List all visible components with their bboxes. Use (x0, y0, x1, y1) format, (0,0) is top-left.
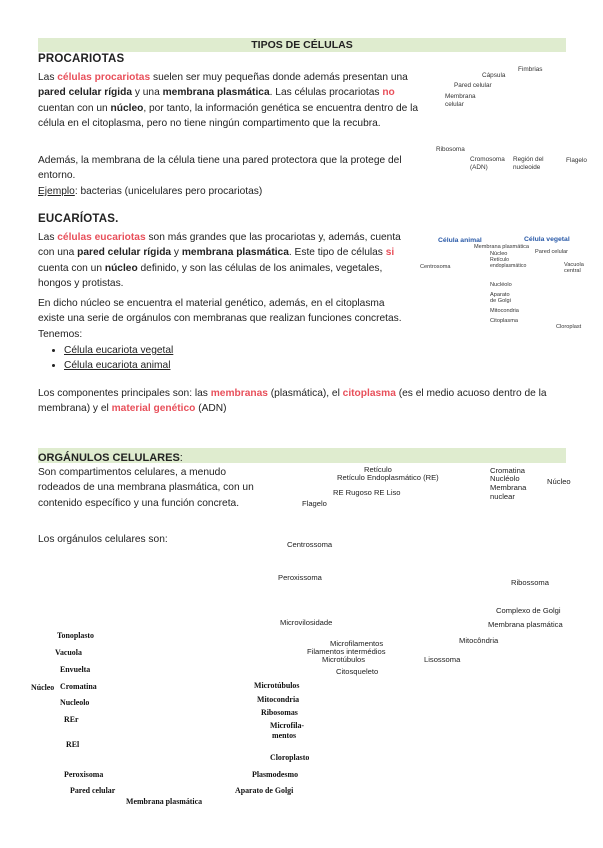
label-microfilamentos-2: mentos (272, 731, 297, 740)
label-membrana-nuclear: Membrana nuclear (490, 483, 527, 501)
eukaryotes-paragraph-2: En dicho núcleo se encuentra el material genético, además, en el citoplasma existe una serie de orgánulos con membranas que realizan funciones concretas. Tenemos: (38, 298, 402, 340)
label-citosqueleto: Citosqueleto (336, 667, 379, 676)
label-nucleolo: Nucleolo (60, 698, 90, 707)
label-pared-celular: Pared celular (454, 82, 492, 89)
label-pared-celular-small: Pared celular (535, 249, 568, 255)
label-rer: REr (64, 715, 79, 724)
page-title: TIPOS DE CÉLULAS (38, 38, 566, 52)
label-ribosoma: Ribosoma (436, 146, 465, 153)
label-region-nucleoide: Región del nucleoide (513, 156, 544, 171)
organelles-heading: ORGÁNULOS CELULARES (38, 452, 180, 464)
organelles-heading-bar: ORGÁNULOS CELULARES: (38, 448, 566, 463)
label-reticulo-endoplasmatico: Retículo (364, 465, 392, 474)
label-cromosoma: Cromosoma (ADN) (470, 156, 505, 171)
label-celula-vegetal: Célula vegetal (524, 236, 570, 243)
label-microtubulos-animal: Microtúbulos (322, 655, 366, 664)
eukaryotes-heading: EUCARÍOTAS. (38, 213, 119, 225)
prokaryotes-paragraph-2: Además, la membrana de la célula tiene una pared protectora que la protege del entorno. (38, 155, 402, 182)
label-membrana-plasmatica: Membrana plasmática (126, 797, 203, 806)
label-nucleo: Núcleo (31, 683, 55, 692)
list-item: • Célula eucariota animal (64, 358, 173, 373)
label-golgi-small: Aparato de Golgi (490, 292, 511, 305)
label-microfilamentos-1: Microfila- (270, 721, 305, 730)
label-flagelo-animal: Flagelo (302, 499, 327, 508)
label-microfilamentos: Microfilamentos (330, 639, 384, 648)
label-mitocondria-animal: Mitocôndria (459, 636, 499, 645)
label-microtubulos: Microtúbulos (254, 681, 300, 690)
prokaryotes-paragraph-1: Las células procariotas suelen ser muy pequeñas donde además presentan una pared celular rígida y una membrana plasmática. Las células procariotas no cuentan con un núcleo, por tanto, la información genética se encuentra dentro de la célula en el citoplasma, pero no tiene ningún compartimento que la recubra. (38, 72, 419, 130)
components-paragraph: Los componentes principales son: las membranas (plasmática), el citoplasma (es el medio acuoso dentro de la membrana) y el material genético (ADN) (38, 388, 547, 415)
label-aparato-golgi: Aparato de Golgi (235, 786, 294, 795)
label-lisossoma: Lisossoma (424, 655, 461, 664)
label-peroxisoma: Peroxisoma (64, 770, 104, 779)
label-rel: REl (66, 740, 80, 749)
label-centrossoma: Centrossoma (287, 540, 333, 549)
label-complexo-golgi: Complexo de Golgi (496, 606, 561, 615)
label-fimbrias: Fimbrias (518, 66, 543, 73)
label-reticulo-small: Retículo endoplasmático (490, 257, 527, 269)
label-capsula: Cápsula (482, 72, 506, 79)
label-tonoplasto: Tonoplasto (57, 631, 94, 640)
list-item: • Célula eucariota vegetal (64, 343, 173, 358)
label-peroxissoma: Peroxissoma (278, 573, 322, 582)
label-microvilosidade: Microvilosidade (280, 618, 333, 627)
label-mitocondria: Mitocondria (257, 695, 300, 704)
label-membrana-plasmatica-small: Membrana plasmática (474, 244, 530, 250)
eukaryote-types-list (38, 343, 173, 373)
label-cloroplasto: Cloroplasto (270, 753, 310, 762)
label-filamentos-intermedios: Filamentos intermédios (307, 647, 386, 656)
label-membrana-celular: Membrana celular (445, 93, 476, 108)
label-cromatina: Cromatina (60, 682, 97, 691)
eukaryotes-paragraph-1: Las células eucariotas son más grandes que las procariotas y, además, cuenta con una pared celular rígida y membrana plasmática. Este tipo de células si cuenta con un núcleo definido, y son las células de los animales, vegetales, hongos y protistas. (38, 232, 401, 290)
label-nucleo-small: Núcleo (490, 251, 508, 257)
label-envuelta: Envuelta (60, 665, 91, 674)
label-centrosoma-small: Centrosoma (420, 264, 451, 270)
label-membrana-plasmatica-animal: Membrana plasmática (488, 620, 563, 629)
label-nucleolo-small: Nucléolo (490, 282, 512, 288)
label-vacuola-small: Vacuola central (564, 262, 584, 275)
label-ribosomas: Ribosomas (261, 708, 298, 717)
label-ribossoma: Ribossoma (511, 578, 549, 587)
prokaryotes-example: Ejemplo: bacterias (unicelulares pero procariotas) (38, 186, 263, 197)
label-plasmodesmo: Plasmodesmo (252, 770, 299, 779)
label-nucleo-animal: Núcleo (547, 477, 571, 486)
label-cloroplast-small: Cloroplast (556, 324, 582, 330)
label-celula-animal: Célula animal (438, 237, 482, 244)
prokaryotes-heading: PROCARIOTAS (38, 53, 125, 65)
label-re-rugoso-liso: RE Rugoso RE Liso (333, 488, 401, 497)
label-citoplasma-small: Citoplasma (490, 318, 518, 324)
label-mitocondria-small: Mitocondria (490, 308, 519, 314)
organelles-paragraph-1: Son compartimentos celulares, a menudo rodeados de una membrana plasmática, con un contenido específico y una función concreta. (38, 467, 254, 509)
label-flagelo: Flagelo (566, 157, 587, 164)
label-nucleolo-animal: Nucléolo (490, 474, 520, 483)
label-pared-celular: Pared celular (70, 786, 116, 795)
label-cromatina-animal: Cromatina (490, 466, 526, 475)
label-reticulo-line2: Retículo Endoplasmático (RE) (337, 473, 439, 482)
label-vacuola: Vacuola (55, 648, 82, 657)
organelles-paragraph-2: Los orgánulos celulares son: (38, 534, 168, 545)
